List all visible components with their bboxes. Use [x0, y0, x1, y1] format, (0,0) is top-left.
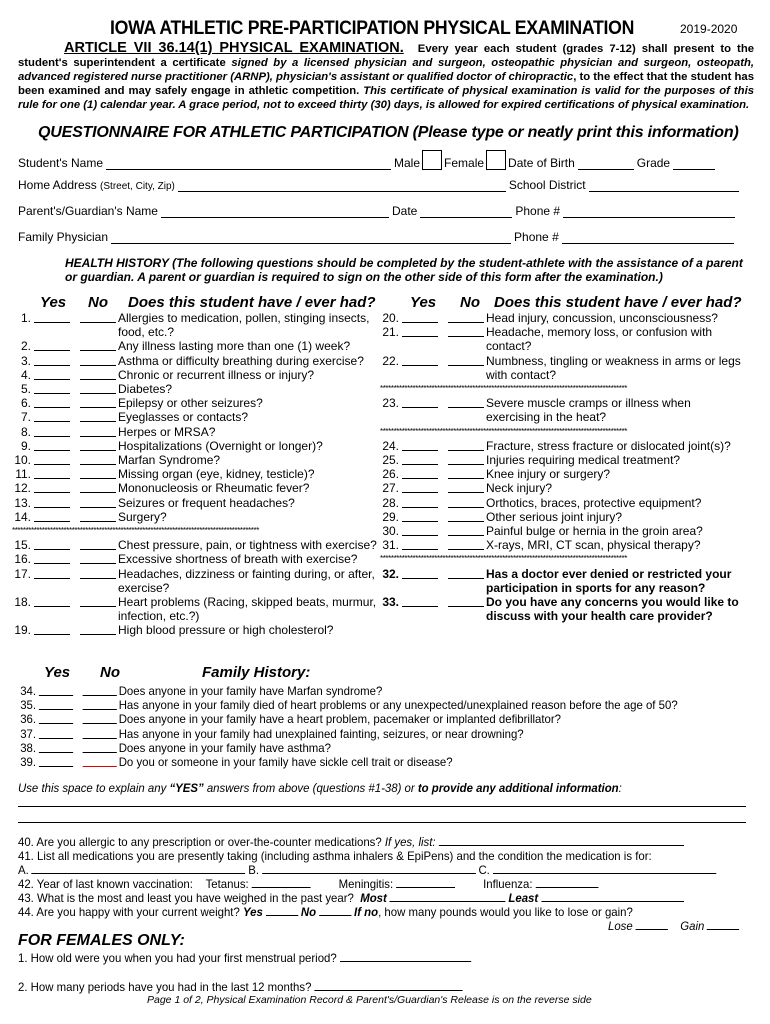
no-answer-blank[interactable]: [448, 510, 484, 522]
yes-answer-blank[interactable]: [402, 496, 438, 508]
question-number: 37.: [20, 726, 37, 741]
question-row: [12, 382, 382, 396]
school-district-field[interactable]: [589, 180, 739, 192]
yes-answer-blank[interactable]: [34, 623, 70, 635]
explain-line-2[interactable]: [18, 822, 746, 823]
health-history-instructions: HEALTH HISTORY (The following questions should be completed by the student-athlete with the assistance of a parent or guardian. A parent or guardian is required to sign on the other side of this form after the examination.): [65, 256, 743, 284]
no-answer-blank[interactable]: [80, 311, 116, 323]
no-answer-blank[interactable]: [448, 354, 484, 366]
most-weight-field[interactable]: [390, 892, 506, 902]
question-row: [18, 741, 727, 755]
yes-answer-blank[interactable]: [34, 453, 70, 465]
allergy-list-field[interactable]: [438, 836, 683, 846]
question-text: Missing organ (eye, kidney, testicle)?: [118, 467, 315, 482]
question-number: 17.: [14, 566, 31, 581]
physician-phone-field[interactable]: [562, 232, 734, 244]
no-answer-blank[interactable]: [448, 396, 484, 408]
weight-yes-field[interactable]: [266, 906, 298, 916]
question-number: 31.: [382, 538, 399, 553]
yes-header: Yes: [410, 294, 437, 311]
explain-instructions: Use this space to explain any “YES” answers from above (questions #1-38) or to provide any additional information:: [18, 781, 622, 795]
no-answer-blank[interactable]: [80, 453, 116, 465]
family-yes-header: Yes: [44, 664, 71, 681]
question-number: 15.: [14, 538, 31, 553]
question-number: 32.: [382, 566, 399, 581]
question-row: [380, 453, 752, 467]
question-row: [380, 595, 752, 623]
question-number: 35.: [20, 698, 37, 713]
question-row: [12, 339, 382, 353]
female-checkbox[interactable]: [486, 150, 506, 170]
yes-answer-blank[interactable]: [402, 538, 438, 550]
q41: 41. List all medications you are presently taking (including asthma inhalers & EpiPens) and the condition the medication is for:: [18, 849, 652, 863]
female-q1: 1. How old were you when you had your first menstrual period?: [18, 951, 474, 965]
questions-left-column: [12, 311, 382, 638]
no-answer-blank[interactable]: [80, 382, 116, 394]
gain-field[interactable]: [707, 920, 739, 930]
no-answer-blank[interactable]: [448, 467, 484, 479]
female-q2: 2. How many periods have you had in the last 12 months?: [18, 980, 465, 994]
yes-answer-blank[interactable]: [402, 467, 438, 479]
question-text: Has anyone in your family died of heart problems or any unexpected/unexplained reason before the age of 50?: [118, 698, 678, 713]
yes-answer-blank[interactable]: [39, 741, 73, 753]
question-text: Knee injury or surgery?: [486, 467, 611, 482]
question-number: 7.: [20, 410, 31, 425]
article-heading: ARTICLE VII 36.14(1) PHYSICAL EXAMINATION.: [64, 40, 404, 56]
question-row: [12, 595, 382, 623]
question-text: Marfan Syndrome?: [118, 453, 221, 468]
question-row: [18, 755, 727, 769]
question-text: Fracture, stress fracture or dislocated joint(s)?: [486, 438, 731, 453]
question-number: 3.: [20, 353, 31, 368]
question-number: 27.: [382, 481, 399, 496]
yes-answer-blank[interactable]: [402, 567, 438, 579]
question-row: [380, 311, 752, 325]
question-text: Any illness lasting more than one (1) week?: [118, 339, 351, 354]
yes-answer-blank[interactable]: [34, 339, 70, 351]
question-number: 26.: [382, 467, 399, 482]
yes-answer-blank[interactable]: [34, 382, 70, 394]
question-number: 33.: [382, 595, 399, 610]
medication-b-field[interactable]: [262, 864, 476, 874]
yes-header: Yes: [40, 294, 67, 311]
school-year: 2019-2020: [680, 22, 738, 36]
dob-field[interactable]: [578, 158, 634, 170]
question-row: [12, 354, 382, 368]
question-row: [380, 510, 752, 524]
question-number: 1.: [20, 311, 31, 325]
student-info-row: Student's Name Male Female Date of Birth Grade: [18, 150, 754, 170]
family-no-header: No: [100, 664, 120, 681]
question-text: Chronic or recurrent illness or injury?: [118, 367, 315, 382]
question-number: 30.: [382, 524, 399, 539]
question-number: 28.: [382, 495, 399, 510]
question-row: [12, 567, 382, 595]
question-text: Headaches, dizziness or fainting during, or after, exercise?: [118, 566, 375, 595]
question-row: [380, 496, 752, 510]
yes-answer-blank[interactable]: [402, 453, 438, 465]
yes-answer-blank[interactable]: [34, 311, 70, 323]
yes-answer-blank[interactable]: [402, 595, 438, 607]
no-answer-blank[interactable]: [448, 524, 484, 536]
no-answer-blank[interactable]: [80, 354, 116, 366]
question-text: Numbness, tingling or weakness in arms or legs with contact?: [486, 353, 741, 382]
question-number: 20.: [382, 311, 399, 325]
question-text: Diabetes?: [118, 382, 173, 397]
yes-answer-blank[interactable]: [34, 481, 70, 493]
yes-answer-blank[interactable]: [34, 439, 70, 451]
question-text: Other serious joint injury?: [486, 509, 623, 524]
q44: 44. Are you happy with your current weight? Yes No If no, how many pounds would you like to lose or gain?: [18, 905, 633, 919]
question-row: [18, 684, 727, 698]
no-answer-blank[interactable]: [80, 339, 116, 351]
physician-field[interactable]: [111, 232, 511, 244]
section-divider: *******************************************************************************************: [380, 384, 627, 394]
question-number: 23.: [382, 396, 399, 411]
question-text: Does anyone in your family have asthma?: [118, 740, 331, 755]
yes-answer-blank[interactable]: [402, 510, 438, 522]
question-number: 5.: [20, 382, 31, 397]
question-number: 10.: [14, 453, 31, 468]
yes-answer-blank[interactable]: [34, 368, 70, 380]
yes-answer-blank[interactable]: [402, 439, 438, 451]
question-number: 2.: [20, 339, 31, 354]
females-title: FOR FEMALES ONLY:: [18, 932, 185, 949]
no-answer-blank[interactable]: [83, 755, 117, 767]
address-row: Home Address (Street, City, Zip) School District: [18, 178, 754, 192]
student-name-field[interactable]: [106, 158, 391, 170]
no-answer-blank[interactable]: [80, 567, 116, 579]
meningitis-field[interactable]: [396, 878, 455, 888]
no-answer-blank[interactable]: [448, 453, 484, 465]
yes-answer-blank[interactable]: [34, 354, 70, 366]
questions-right-column: [380, 311, 752, 623]
question-text: X-rays, MRI, CT scan, physical therapy?: [486, 538, 701, 553]
question-number: 8.: [20, 424, 31, 439]
no-answer-blank[interactable]: [448, 325, 484, 337]
yes-answer-blank[interactable]: [34, 410, 70, 422]
question-number: 9.: [20, 438, 31, 453]
yes-answer-blank[interactable]: [34, 396, 70, 408]
question-row: [12, 425, 382, 439]
male-checkbox[interactable]: [422, 150, 442, 170]
yes-answer-blank[interactable]: [39, 727, 73, 739]
question-number: 18.: [14, 595, 31, 610]
question-row: [380, 325, 752, 353]
question-text: Allergies to medication, pollen, stinging insects, food, etc.?: [118, 311, 370, 340]
question-row: [12, 467, 382, 481]
lose-field[interactable]: [636, 920, 668, 930]
no-answer-blank[interactable]: [83, 741, 117, 753]
no-answer-blank[interactable]: [80, 396, 116, 408]
question-row: [12, 623, 382, 637]
yes-answer-blank[interactable]: [402, 396, 438, 408]
question-number: 22.: [382, 353, 399, 368]
guardian-phone-field[interactable]: [563, 206, 735, 218]
first-period-field[interactable]: [340, 952, 471, 962]
question-number: 12.: [14, 481, 31, 496]
questionnaire-title: QUESTIONNAIRE FOR ATHLETIC PARTICIPATION (Please type or neatly print this information): [38, 124, 739, 141]
question-text: Asthma or difficulty breathing during exercise?: [118, 353, 364, 368]
question-text: Has a doctor ever denied or restricted your participation in sports for any reason?: [486, 566, 732, 595]
section-divider: *******************************************************************************************: [380, 554, 627, 564]
no-answer-blank[interactable]: [80, 496, 116, 508]
yes-answer-blank[interactable]: [39, 684, 73, 696]
question-header: Does this student have / ever had?: [494, 294, 742, 311]
question-number: 6.: [20, 396, 31, 411]
lose-gain: Lose Gain: [608, 919, 742, 933]
section-divider: *******************************************************************************************: [380, 426, 627, 436]
question-text: Seizures or frequent headaches?: [118, 495, 295, 510]
question-number: 29.: [382, 509, 399, 524]
no-answer-blank[interactable]: [80, 368, 116, 380]
yes-answer-blank[interactable]: [34, 538, 70, 550]
question-number: 16.: [14, 552, 31, 567]
physician-row: Family Physician Phone #: [18, 230, 754, 244]
question-text: Hospitalizations (Overnight or longer)?: [118, 438, 323, 453]
page-footer: Page 1 of 2, Physical Examination Record & Parent's/Guardian's Release is on the reverse side: [147, 994, 592, 1006]
question-row: [380, 439, 752, 453]
question-text: Orthotics, braces, protective equipment?: [486, 495, 702, 510]
question-number: 14.: [14, 509, 31, 524]
question-row: [12, 510, 382, 524]
question-number: 36.: [20, 712, 37, 727]
yes-answer-blank[interactable]: [402, 524, 438, 536]
question-row: [380, 567, 752, 595]
question-text: Painful bulge or hernia in the groin area?: [486, 524, 703, 539]
question-text: Herpes or MRSA?: [118, 424, 216, 439]
question-text: Has anyone in your family had unexplained fainting, seizures, or near drowning?: [118, 726, 524, 741]
question-text: Surgery?: [118, 509, 167, 524]
yes-answer-blank[interactable]: [34, 496, 70, 508]
yes-answer-blank[interactable]: [402, 481, 438, 493]
least-weight-field[interactable]: [541, 892, 684, 902]
question-text: Epilepsy or other seizures?: [118, 396, 263, 411]
yes-answer-blank[interactable]: [34, 467, 70, 479]
question-text: Do you or someone in your family have sickle cell trait or disease?: [118, 755, 453, 770]
question-row: [380, 354, 752, 382]
question-row: [380, 481, 752, 495]
question-row: [12, 496, 382, 510]
question-number: 24.: [382, 438, 399, 453]
question-text: Excessive shortness of breath with exercise?: [118, 552, 358, 567]
address-field[interactable]: [178, 180, 506, 192]
question-number: 38.: [20, 740, 37, 755]
question-text: Does anyone in your family have Marfan syndrome?: [118, 684, 383, 698]
no-answer-blank[interactable]: [80, 439, 116, 451]
question-row: [380, 467, 752, 481]
explain-line-1[interactable]: [18, 806, 746, 807]
yes-answer-blank[interactable]: [34, 567, 70, 579]
yes-answer-blank[interactable]: [402, 354, 438, 366]
question-number: 13.: [14, 495, 31, 510]
question-number: 25.: [382, 453, 399, 468]
influenza-field[interactable]: [535, 878, 598, 888]
question-row: [380, 396, 752, 424]
form-title: IOWA ATHLETIC PRE-PARTICIPATION PHYSICAL EXAMINATION: [110, 18, 635, 39]
question-number: 39.: [20, 755, 37, 770]
no-answer-blank[interactable]: [448, 311, 484, 323]
yes-answer-blank[interactable]: [39, 755, 73, 767]
question-text: Do you have any concerns you would like to discuss with your health care provider?: [486, 595, 739, 624]
question-row: [12, 410, 382, 424]
question-number: 11.: [15, 467, 31, 482]
periods-count-field[interactable]: [314, 981, 462, 991]
question-text: Neck injury?: [486, 481, 553, 496]
no-answer-blank[interactable]: [448, 496, 484, 508]
no-answer-blank[interactable]: [80, 552, 116, 564]
medication-c-field[interactable]: [493, 864, 716, 874]
no-answer-blank[interactable]: [80, 425, 116, 437]
question-row: [18, 698, 727, 712]
no-answer-blank[interactable]: [80, 538, 116, 550]
question-text: Heart problems (Racing, skipped beats, murmur, infection, etc.?): [118, 595, 377, 624]
question-row: [12, 368, 382, 382]
no-answer-blank[interactable]: [80, 623, 116, 635]
question-number: 4.: [20, 367, 31, 382]
no-answer-blank[interactable]: [80, 595, 116, 607]
no-answer-blank[interactable]: [80, 510, 116, 522]
question-text: Eyeglasses or contacts?: [118, 410, 249, 425]
question-text: Head injury, concussion, unconsciousness?: [486, 311, 718, 325]
question-text: Mononucleosis or Rheumatic fever?: [118, 481, 310, 496]
no-answer-blank[interactable]: [83, 712, 117, 724]
question-row: [380, 538, 752, 552]
yes-answer-blank[interactable]: [34, 510, 70, 522]
family-history-title: Family History:: [202, 664, 311, 681]
question-text: Does anyone in your family have a heart problem, pacemaker or implanted defibrillator?: [118, 712, 561, 727]
no-answer-blank[interactable]: [80, 410, 116, 422]
intro-paragraph: ARTICLE VII 36.14(1) PHYSICAL EXAMINATION. Every year each student (grades 7-12) shall present to the student's superintendent a certificate signed by a licensed physician and surgeon, osteopathic physician and surgeon, osteopath, advanced registered nurse practitioner (ARNP), physician's assistant or qualified doctor of chiropractic, to the effect that the student has been examined and may safely engage in athletic competition. This certificate of physical examination is valid for the purposes of this rule for one (1) calendar year. A grace period, not to exceed thirty (30) days, is allowed for expired certifications of physical examination.: [18, 40, 755, 111]
question-row: [380, 524, 752, 538]
question-header: Does this student have / ever had?: [128, 294, 376, 311]
guardian-row: Parent's/Guardian's Name Date Phone #: [18, 204, 754, 218]
no-answer-blank[interactable]: [448, 567, 484, 579]
no-answer-blank[interactable]: [80, 481, 116, 493]
question-text: Headache, memory loss, or confusion with contact?: [486, 325, 713, 354]
medication-a-field[interactable]: [32, 864, 246, 874]
question-row: [12, 552, 382, 566]
question-row: [12, 311, 382, 339]
no-answer-blank[interactable]: [83, 698, 117, 710]
q40: 40. Are you allergic to any prescription or over-the-counter medications? If yes, list:: [18, 835, 686, 849]
tetanus-field[interactable]: [252, 878, 311, 888]
grade-field[interactable]: [673, 158, 715, 170]
no-answer-blank[interactable]: [448, 439, 484, 451]
question-row: [12, 439, 382, 453]
yes-answer-blank[interactable]: [34, 425, 70, 437]
family-history-list: [18, 684, 727, 769]
question-number: 34.: [20, 684, 37, 698]
question-text: Injuries requiring medical treatment?: [486, 453, 681, 468]
yes-answer-blank[interactable]: [402, 311, 438, 323]
no-answer-blank[interactable]: [448, 595, 484, 607]
question-row: [12, 396, 382, 410]
yes-answer-blank[interactable]: [402, 325, 438, 337]
no-answer-blank[interactable]: [80, 467, 116, 479]
question-text: High blood pressure or high cholesterol?: [118, 623, 334, 638]
question-row: [12, 481, 382, 495]
question-row: [18, 727, 727, 741]
yes-answer-blank[interactable]: [39, 698, 73, 710]
no-header: No: [460, 294, 480, 311]
q43: 43. What is the most and least you have weighed in the past year? Most Least: [18, 891, 686, 905]
no-answer-blank[interactable]: [83, 727, 117, 739]
weight-no-field[interactable]: [319, 906, 351, 916]
question-row: [12, 538, 382, 552]
q41-fields: A. B. C.: [18, 863, 719, 877]
yes-answer-blank[interactable]: [39, 712, 73, 724]
no-header: No: [88, 294, 108, 311]
yes-answer-blank[interactable]: [34, 595, 70, 607]
question-row: [12, 453, 382, 467]
section-divider: *******************************************************************************************: [12, 526, 259, 536]
question-text: Severe muscle cramps or illness when exercising in the heat?: [486, 396, 691, 425]
q42: 42. Year of last known vaccination: Tetanus: Meningitis: Influenza:: [18, 877, 601, 891]
guardian-name-field[interactable]: [161, 206, 389, 218]
question-row: [18, 712, 727, 726]
no-answer-blank[interactable]: [448, 481, 484, 493]
question-number: 21.: [382, 325, 399, 340]
date-field[interactable]: [420, 206, 512, 218]
no-answer-blank[interactable]: [83, 684, 117, 696]
no-answer-blank[interactable]: [448, 538, 484, 550]
yes-answer-blank[interactable]: [34, 552, 70, 564]
question-text: Chest pressure, pain, or tightness with exercise?: [118, 538, 377, 553]
question-number: 19.: [14, 623, 31, 638]
